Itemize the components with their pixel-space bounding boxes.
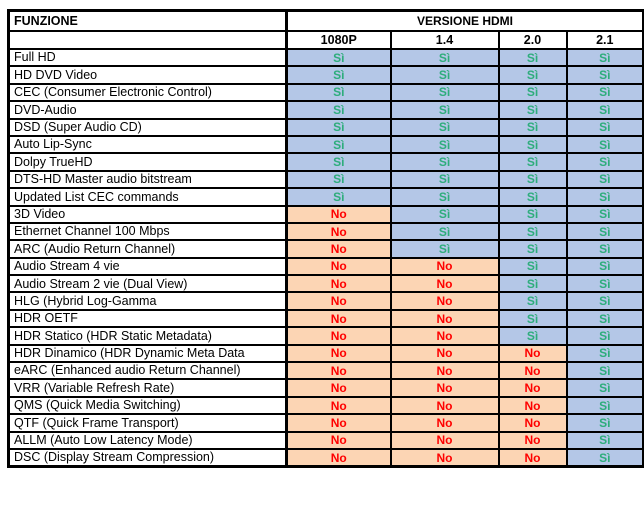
value-cell-2-0: No [499,432,567,449]
value-cell-2-1: Sì [567,153,644,170]
value-cell-2-1: Sì [567,119,644,136]
value-cell-1-4: Sì [391,206,499,223]
value-cell-1080p: Sì [287,49,391,66]
value-cell-2-1: Sì [567,223,644,240]
function-label: DVD-Audio [9,101,287,118]
value-cell-2-0: No [499,362,567,379]
value-cell-1-4: No [391,275,499,292]
value-cell-1080p: Sì [287,188,391,205]
table-row [9,449,644,467]
function-label: Dolpy TrueHD [9,153,287,170]
value-cell-1080p: No [287,240,391,257]
value-cell-1-4: Sì [391,223,499,240]
value-cell-2-0: Sì [499,171,567,188]
value-cell-2-1: Sì [567,171,644,188]
table-row [9,292,644,309]
value-cell-2-1: Sì [567,292,644,309]
value-cell-2-1: Sì [567,449,644,467]
value-cell-1080p: Sì [287,119,391,136]
value-cell-1080p: No [287,397,391,414]
value-cell-1-4: No [391,310,499,327]
value-cell-2-0: Sì [499,49,567,66]
value-cell-1080p: Sì [287,66,391,83]
table-row [9,327,644,344]
value-cell-1080p: No [287,379,391,396]
funzione-header: FUNZIONE [9,11,287,32]
value-cell-2-0: Sì [499,206,567,223]
value-cell-2-1: Sì [567,240,644,257]
value-cell-2-1: Sì [567,66,644,83]
function-label: HLG (Hybrid Log-Gamma [9,292,287,309]
value-cell-2-1: Sì [567,310,644,327]
value-cell-2-0: Sì [499,327,567,344]
value-cell-1080p: No [287,292,391,309]
value-cell-2-0: No [499,397,567,414]
versione-hdmi-header: VERSIONE HDMI [287,11,644,32]
column-header-2-0: 2.0 [499,31,567,49]
value-cell-2-1: Sì [567,414,644,431]
value-cell-2-1: Sì [567,362,644,379]
value-cell-1080p: No [287,310,391,327]
table-row [9,101,644,118]
value-cell-2-0: Sì [499,136,567,153]
function-label: Audio Stream 4 vie [9,258,287,275]
table-row [9,153,644,170]
value-cell-1080p: Sì [287,171,391,188]
function-label: Full HD [9,49,287,66]
value-cell-1-4: Sì [391,66,499,83]
value-cell-1-4: No [391,362,499,379]
function-label: Auto Lip-Sync [9,136,287,153]
value-cell-1-4: No [391,379,499,396]
table-row [9,310,644,327]
value-cell-1080p: Sì [287,153,391,170]
column-header-2-1: 2.1 [567,31,644,49]
value-cell-1080p: No [287,206,391,223]
function-label: DSD (Super Audio CD) [9,119,287,136]
value-cell-1-4: No [391,258,499,275]
table-row [9,223,644,240]
value-cell-2-0: Sì [499,119,567,136]
value-cell-1080p: No [287,432,391,449]
function-label: HDR OETF [9,310,287,327]
value-cell-1-4: No [391,327,499,344]
value-cell-1-4: No [391,432,499,449]
function-label: QTF (Quick Frame Transport) [9,414,287,431]
value-cell-1080p: No [287,449,391,467]
value-cell-1080p: No [287,345,391,362]
value-cell-1080p: Sì [287,84,391,101]
table-header-row-top [9,11,644,32]
value-cell-1080p: No [287,275,391,292]
value-cell-1-4: Sì [391,188,499,205]
table-row [9,240,644,257]
value-cell-1080p: No [287,223,391,240]
value-cell-2-0: No [499,379,567,396]
value-cell-1-4: Sì [391,84,499,101]
value-cell-1-4: Sì [391,119,499,136]
table-row [9,49,644,66]
column-header-1080p: 1080P [287,31,391,49]
value-cell-2-1: Sì [567,432,644,449]
value-cell-2-1: Sì [567,397,644,414]
table-row [9,119,644,136]
table-row [9,362,644,379]
value-cell-2-0: Sì [499,223,567,240]
value-cell-2-1: Sì [567,101,644,118]
value-cell-2-0: Sì [499,310,567,327]
value-cell-1-4: Sì [391,153,499,170]
value-cell-1-4: No [391,345,499,362]
function-label: eARC (Enhanced audio Return Channel) [9,362,287,379]
function-label: VRR (Variable Refresh Rate) [9,379,287,396]
table-row [9,345,644,362]
function-label: 3D Video [9,206,287,223]
value-cell-2-0: Sì [499,275,567,292]
value-cell-2-1: Sì [567,379,644,396]
value-cell-1-4: No [391,449,499,467]
function-label: CEC (Consumer Electronic Control) [9,84,287,101]
value-cell-2-1: Sì [567,345,644,362]
value-cell-2-0: No [499,414,567,431]
empty-header-cell [9,31,287,49]
table-row [9,84,644,101]
value-cell-2-1: Sì [567,136,644,153]
table-row [9,379,644,396]
value-cell-1-4: Sì [391,171,499,188]
function-label: DSC (Display Stream Compression) [9,449,287,467]
value-cell-2-0: No [499,345,567,362]
value-cell-1080p: No [287,414,391,431]
table-row [9,414,644,431]
table-row [9,188,644,205]
column-header-1-4: 1.4 [391,31,499,49]
value-cell-2-1: Sì [567,49,644,66]
value-cell-2-0: Sì [499,66,567,83]
value-cell-2-0: Sì [499,292,567,309]
function-label: HDR Dinamico (HDR Dynamic Meta Data [9,345,287,362]
value-cell-1080p: No [287,327,391,344]
function-label: DTS-HD Master audio bitstream [9,171,287,188]
value-cell-2-0: Sì [499,84,567,101]
table-row [9,258,644,275]
table-row [9,397,644,414]
table-row [9,206,644,223]
value-cell-1080p: Sì [287,136,391,153]
function-label: Updated List CEC commands [9,188,287,205]
value-cell-1-4: Sì [391,136,499,153]
value-cell-1-4: No [391,292,499,309]
function-label: ARC (Audio Return Channel) [9,240,287,257]
function-label: ALLM (Auto Low Latency Mode) [9,432,287,449]
table-row [9,432,644,449]
value-cell-2-0: Sì [499,101,567,118]
table-row [9,275,644,292]
value-cell-1-4: Sì [391,101,499,118]
function-label: Audio Stream 2 vie (Dual View) [9,275,287,292]
value-cell-1-4: No [391,397,499,414]
value-cell-1-4: Sì [391,49,499,66]
value-cell-2-1: Sì [567,327,644,344]
value-cell-1080p: No [287,258,391,275]
function-label: Ethernet Channel 100 Mbps [9,223,287,240]
table-header-row-versions [9,31,644,49]
value-cell-1080p: No [287,362,391,379]
table-row [9,136,644,153]
value-cell-2-1: Sì [567,84,644,101]
value-cell-2-1: Sì [567,188,644,205]
value-cell-2-0: Sì [499,240,567,257]
table-body [9,49,644,467]
value-cell-2-1: Sì [567,258,644,275]
function-label: QMS (Quick Media Switching) [9,397,287,414]
function-label: HDR Statico (HDR Static Metadata) [9,327,287,344]
value-cell-2-0: Sì [499,258,567,275]
value-cell-1-4: No [391,414,499,431]
table-row [9,66,644,83]
value-cell-2-1: Sì [567,206,644,223]
value-cell-2-0: No [499,449,567,467]
value-cell-1080p: Sì [287,101,391,118]
value-cell-1-4: Sì [391,240,499,257]
table-row [9,171,644,188]
value-cell-2-1: Sì [567,275,644,292]
function-label: HD DVD Video [9,66,287,83]
value-cell-2-0: Sì [499,153,567,170]
hdmi-comparison-table [7,9,644,468]
value-cell-2-0: Sì [499,188,567,205]
